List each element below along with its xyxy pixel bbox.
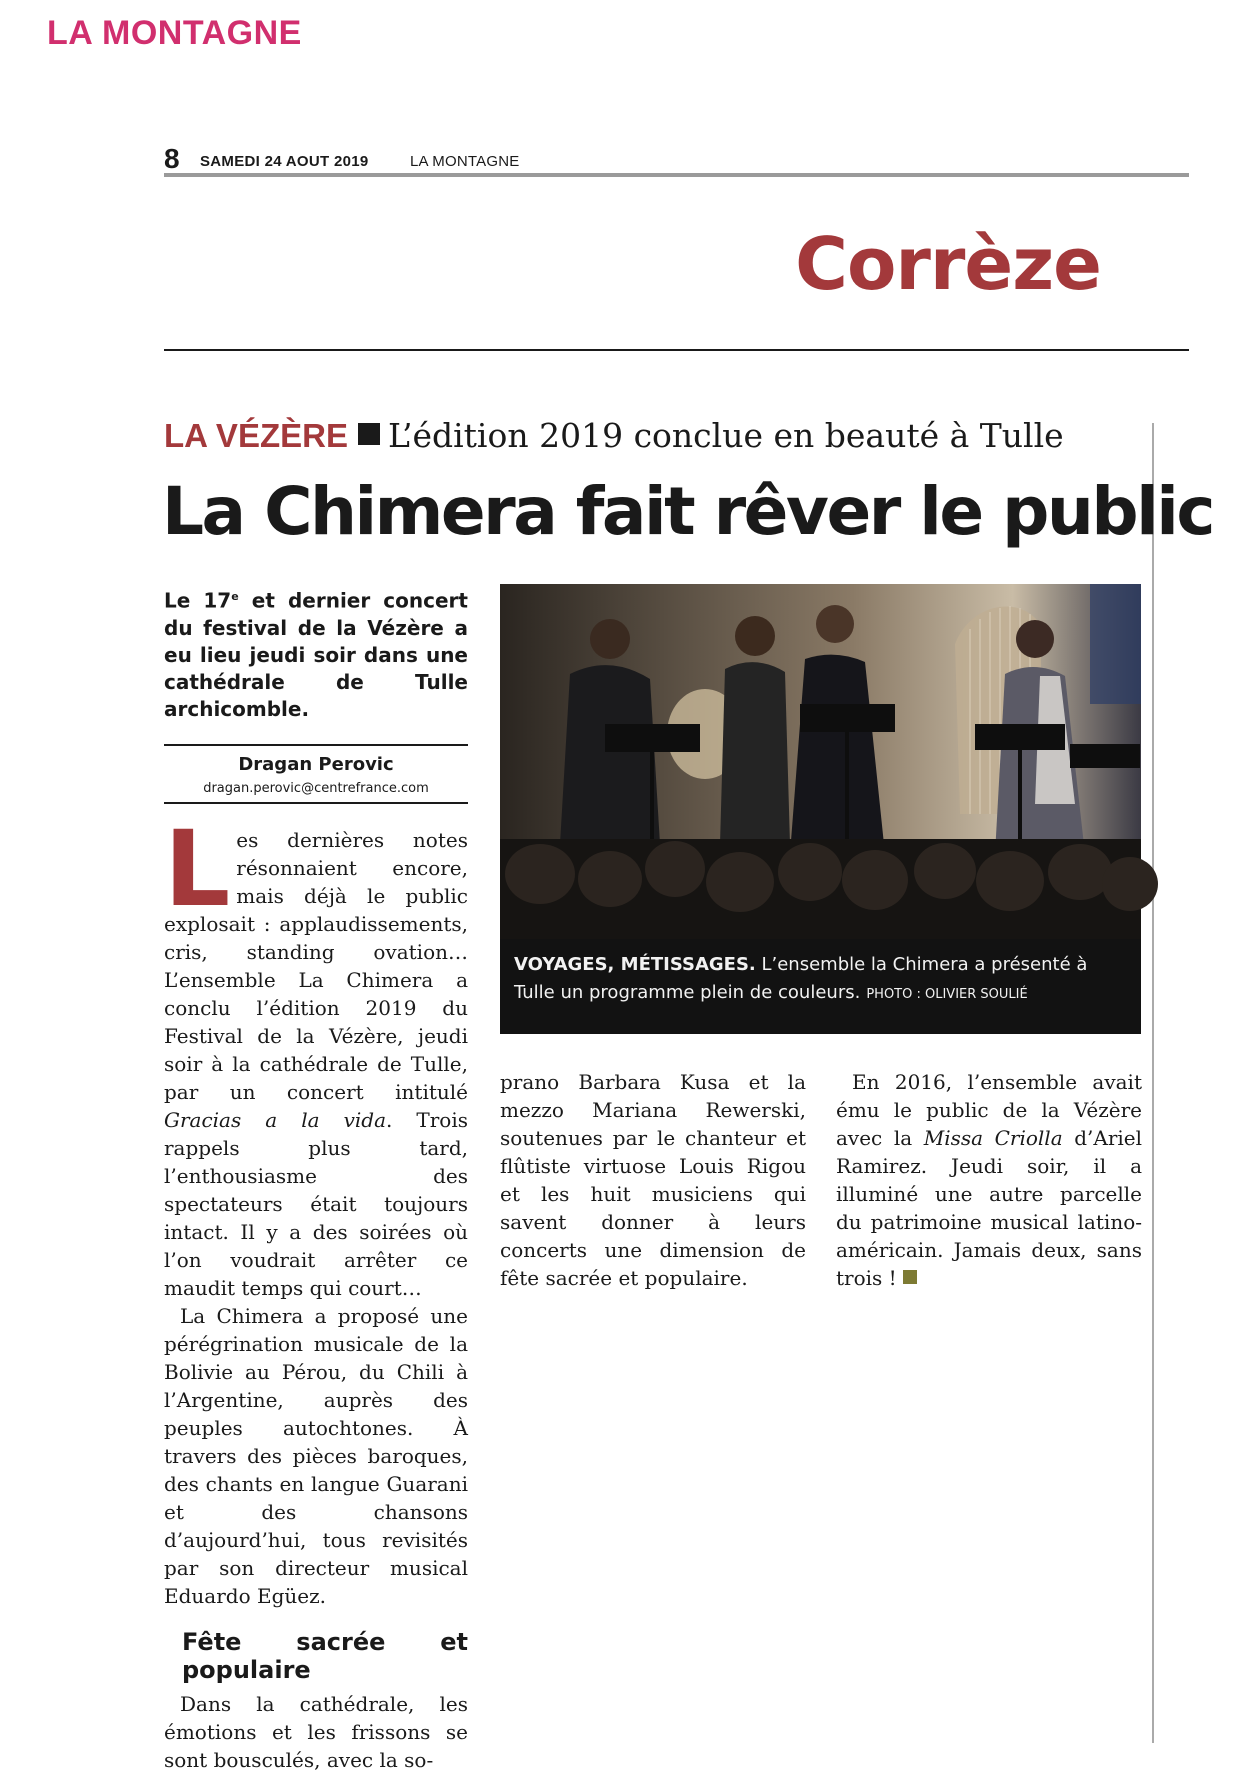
separator-square bbox=[358, 423, 380, 445]
column-rule bbox=[1152, 423, 1154, 1743]
paragraph-4: En 2016, l’ensemble avait ému le public de la Vézère avec la Missa Criolla d’Ariel Ramirez. Jeudi soir, il a illuminé une autre parcelle du patrimoine musical latino-américain. Jamais deux, sans trois ! bbox=[836, 1070, 1143, 1290]
byline bbox=[164, 744, 468, 804]
article-column-1 bbox=[164, 808, 468, 1774]
concert-photo-illustration bbox=[500, 584, 1141, 939]
paragraph-3-start: Dans la cathédrale, les émotions et les frissons se sont bousculés, avec la so- bbox=[164, 1692, 468, 1772]
article-kicker: LA VÉZÈRE bbox=[164, 417, 348, 454]
caption-kicker: VOYAGES, MÉTISSAGES. bbox=[514, 954, 756, 975]
article-surtitle bbox=[164, 416, 1064, 455]
caption-text: L’ensemble la Chimera a présenté à Tulle un programme plein de couleurs. bbox=[514, 954, 1088, 1003]
author-name: Dragan Perovic bbox=[238, 754, 394, 775]
page-number: 8 bbox=[164, 143, 180, 174]
drop-cap: L bbox=[164, 808, 231, 930]
paragraph-2: La Chimera a proposé une pérégrination musicale de la Bolivie au Pérou, du Chili à l’Argentine, auprès des peuples autochtones. À travers des pièces baroques, des chants en langue Guarani et des chansons d’aujourd’hui, tous revisités par son directeur musical Eduardo Egüez. bbox=[164, 1304, 468, 1608]
page-folio bbox=[164, 143, 1189, 177]
article-headline: La Chimera fait rêver le public bbox=[162, 473, 1213, 550]
photo-credit: PHOTO : OLIVIER SOULIÉ bbox=[866, 987, 1028, 1002]
article-lead: Le 17e et dernier concert du festival de la Vézère a eu lieu jeudi soir dans une cathédrale de Tulle archicomble. bbox=[164, 588, 468, 721]
paragraph-1: Les dernières notes résonnaient encore, mais déjà le public explosait : applaudissements, cris, standing ovation… L’ensemble La Chimera a conclu l’édition 2019 du Festival de la Vézère, jeudi soir à la cathédrale de Tulle, par un concert intitulé Gracias a la vida. Trois rappels plus tard, l’enthousiasme des spectateurs était toujours intact. Il y a des soirées où l’on voudrait arrêter ce maudit temps qui court… bbox=[164, 808, 468, 1300]
author-email[interactable]: dragan.perovic@centrefrance.com bbox=[203, 781, 429, 796]
issue-date: SAMEDI 24 AOUT 2019 bbox=[200, 153, 369, 170]
section-title: Corrèze bbox=[795, 222, 1101, 306]
paragraph-3-end: prano Barbara Kusa et la mezzo Mariana Rewerski, soutenues par le chanteur et flûtiste virtuose Louis Rigou et les huit musiciens qui savent donner à leurs concerts une dimension de fête sacrée et populaire. bbox=[500, 1070, 806, 1290]
photo-caption bbox=[500, 939, 1141, 1034]
section-rule bbox=[164, 349, 1189, 351]
article-photo bbox=[500, 584, 1141, 1034]
article-column-3 bbox=[836, 1068, 1142, 1292]
article-column-2 bbox=[500, 1068, 806, 1292]
brand-logo: LA MONTAGNE bbox=[47, 14, 302, 52]
surtitle-text: L’édition 2019 conclue en beauté à Tulle bbox=[387, 416, 1064, 455]
intertitle: Fête sacrée et populaire bbox=[182, 1628, 468, 1684]
paper-name: LA MONTAGNE bbox=[410, 153, 520, 170]
end-of-article-square bbox=[903, 1270, 917, 1284]
